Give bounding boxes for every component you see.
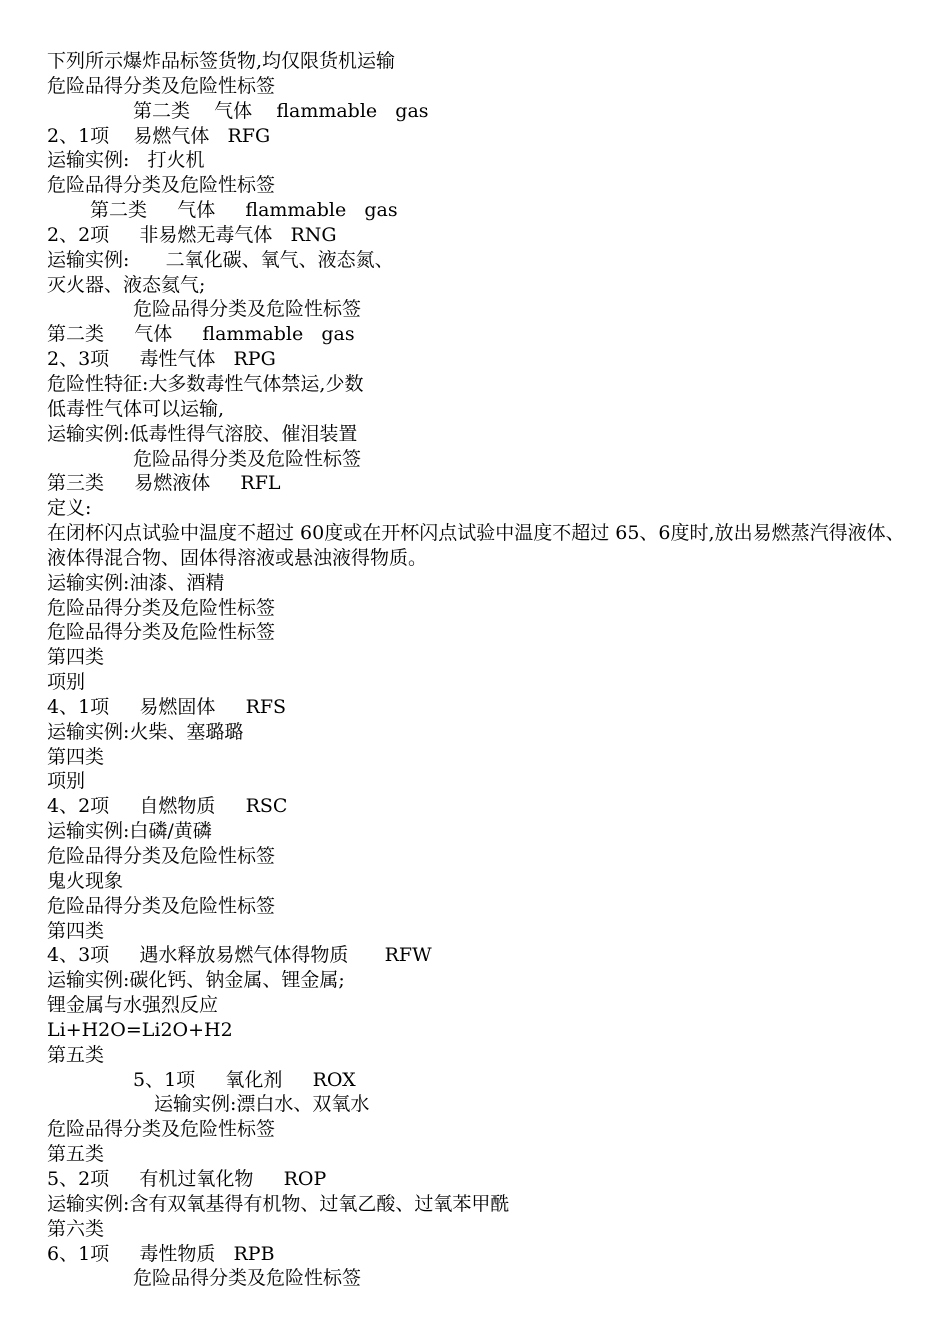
text-line: 下列所示爆炸品标签货物,均仅限货机运输 — [47, 50, 396, 72]
text-line: 危险品得分类及危险性标签 — [133, 1267, 362, 1290]
text-line: 第五类 — [47, 1143, 105, 1166]
text-line: 项别 — [47, 671, 86, 694]
text-line: 5、2项 有机过氧化物 ROP — [47, 1167, 327, 1190]
text-line: 运输实例:含有双氧基得有机物、过氧乙酸、过氧苯甲酰 — [47, 1192, 510, 1215]
text-line: 第五类 — [47, 1043, 105, 1066]
definition-paragraph: 在闭杯闪点试验中温度不超过 60度或在开杯闪点试验中温度不超过 65、6度时,放出易燃蒸汽得液体、液体得混合物、固体得溶液或悬浊液得物质。 — [47, 522, 905, 569]
text-line: 灭火器、液态氦气; — [47, 273, 206, 296]
text-line: 2、2项 非易燃无毒气体 RNG — [47, 223, 337, 246]
text-line: 运输实例:漂白水、双氧水 — [154, 1093, 370, 1116]
text-line: 第六类 — [47, 1217, 105, 1240]
text-line: 第二类 气体 flammable gas — [90, 199, 398, 222]
text-line: 运输实例:低毒性得气溶胶、催泪装置 — [47, 422, 358, 445]
text-line: Li+H2O=Li2O+H2 — [47, 1018, 233, 1041]
text-line: 鬼火现象 — [47, 869, 124, 892]
text-line: 项别 — [47, 770, 86, 793]
text-line: 危险品得分类及危险性标签 — [47, 894, 276, 917]
text-line: 4、3项 遇水释放易燃气体得物质 RFW — [47, 944, 432, 967]
text-line: 危险品得分类及危险性标签 — [47, 621, 276, 644]
text-line: 2、3项 毒性气体 RPG — [47, 348, 276, 371]
text-line: 第四类 — [47, 646, 105, 669]
text-line: 危险品得分类及危险性标签 — [47, 596, 276, 619]
text-line: 定义: — [47, 497, 92, 520]
text-line: 危险品得分类及危险性标签 — [47, 845, 276, 867]
text-line: 第三类 易燃液体 RFL — [47, 472, 281, 495]
text-line: 运输实例:火柴、塞璐璐 — [47, 720, 244, 743]
text-line: 运输实例:碳化钙、钠金属、锂金属; — [47, 969, 345, 992]
text-line: 4、1项 易燃固体 RFS — [47, 695, 287, 718]
text-line: 低毒性气体可以运输, — [47, 397, 225, 420]
text-line: 第二类 气体 flammable gas — [133, 99, 429, 122]
text-line: 2、1项 易燃气体 RFG — [47, 124, 271, 147]
text-line: 危险品得分类及危险性标签 — [133, 298, 362, 321]
text-line: 危险品得分类及危险性标签 — [47, 74, 276, 97]
text-line: 运输实例: 二氧化碳、氧气、液态氮、 — [47, 248, 394, 271]
text-line: 运输实例: 打火机 — [47, 149, 205, 172]
text-line: 第二类 气体 flammable gas — [47, 323, 355, 346]
text-line: 第四类 — [47, 745, 105, 768]
text-line: 运输实例:白磷/黄磷 — [47, 820, 212, 843]
text-line: 危险性特征:大多数毒性气体禁运,少数 — [47, 372, 364, 395]
document-page — [47, 49, 927, 1291]
text-line: 4、2项 自燃物质 RSC — [47, 795, 288, 818]
text-line: 5、1项 氧化剂 ROX — [133, 1068, 356, 1091]
text-line: 危险品得分类及危险性标签 — [133, 447, 362, 470]
text-line: 运输实例:油漆、酒精 — [47, 571, 225, 594]
text-line: 第四类 — [47, 919, 105, 942]
text-line: 6、1项 毒性物质 RPB — [47, 1242, 275, 1265]
text-line: 锂金属与水强烈反应 — [47, 994, 219, 1017]
text-line: 危险品得分类及危险性标签 — [47, 174, 276, 197]
text-line: 危险品得分类及危险性标签 — [47, 1118, 276, 1141]
